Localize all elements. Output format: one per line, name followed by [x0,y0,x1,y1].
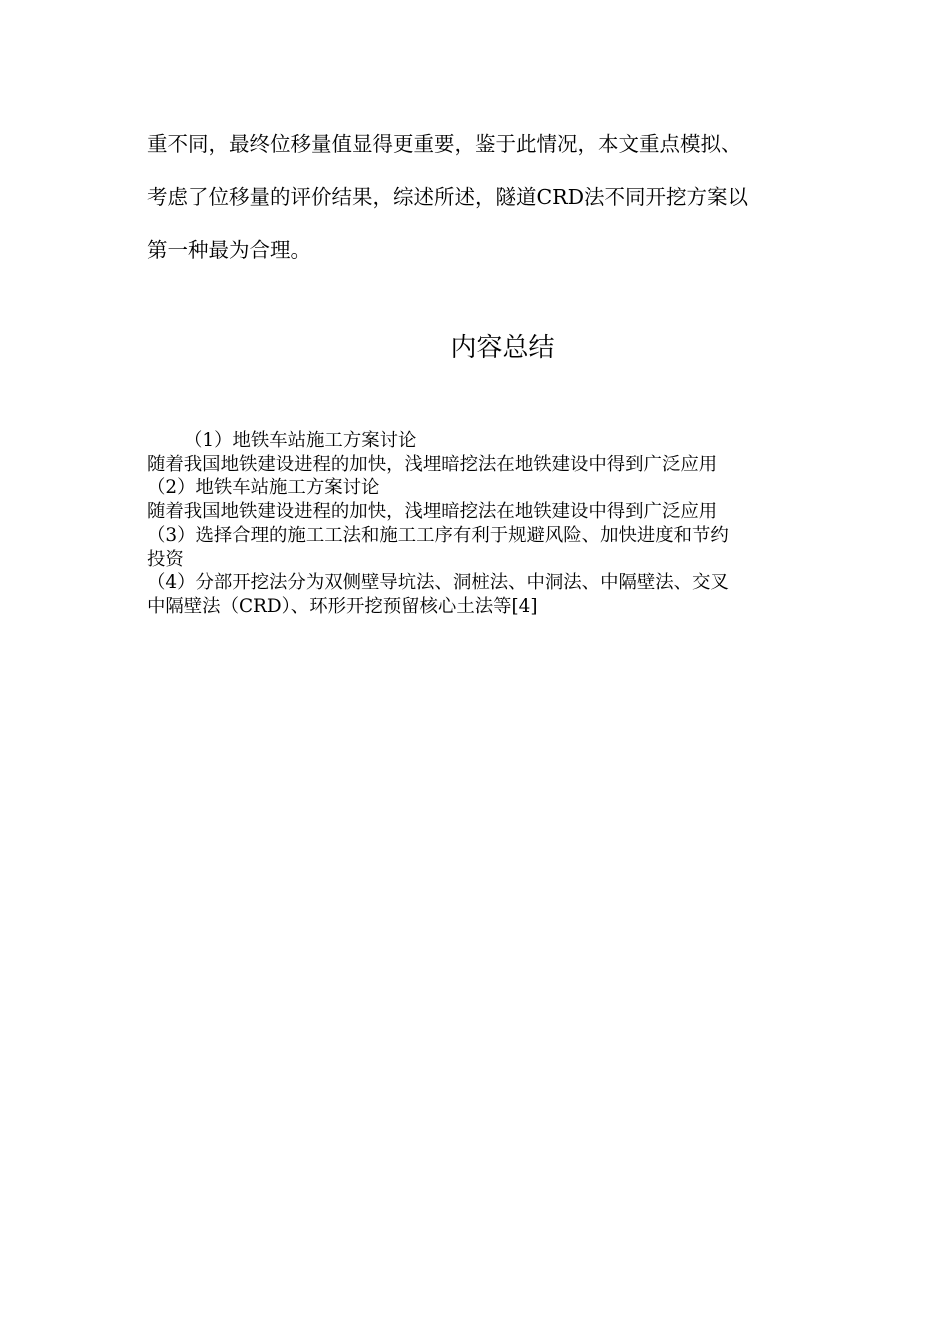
body-line-3: 第一种最为合理。 [147,238,311,262]
body-line-2: 考虑了位移量的评价结果，综述所述，隧道CRD法不同开挖方案以 [147,185,749,209]
summary-item-4-text-cont: 中隔壁法（CRD）、环形开挖预留核心土法等[4] [147,595,538,617]
summary-item-2-heading: （2）地铁车站施工方案讨论 [147,477,380,499]
body-line-1: 重不同，最终位移量值显得更重要，鉴于此情况，本文重点模拟、 [147,132,742,156]
summary-item-3-text-cont: 投资 [147,548,184,570]
summary-item-3-text: （3）选择合理的施工工法和施工工序有利于规避风险、加快进度和节约 [147,524,729,546]
summary-title: 内容总结 [450,333,555,363]
summary-item-1-heading: （1）地铁车站施工方案讨论 [184,430,417,451]
summary-item-4-text: （4）分部开挖法分为双侧壁导坑法、洞桩法、中洞法、中隔壁法、交叉 [147,572,729,594]
summary-item-1-text: 随着我国地铁建设进程的加快，浅埋暗挖法在地铁建设中得到广泛应用 [147,453,718,475]
summary-item-2-text: 随着我国地铁建设进程的加快，浅埋暗挖法在地铁建设中得到广泛应用 [147,501,718,523]
summary-list [147,429,807,619]
body-paragraph [147,118,817,277]
